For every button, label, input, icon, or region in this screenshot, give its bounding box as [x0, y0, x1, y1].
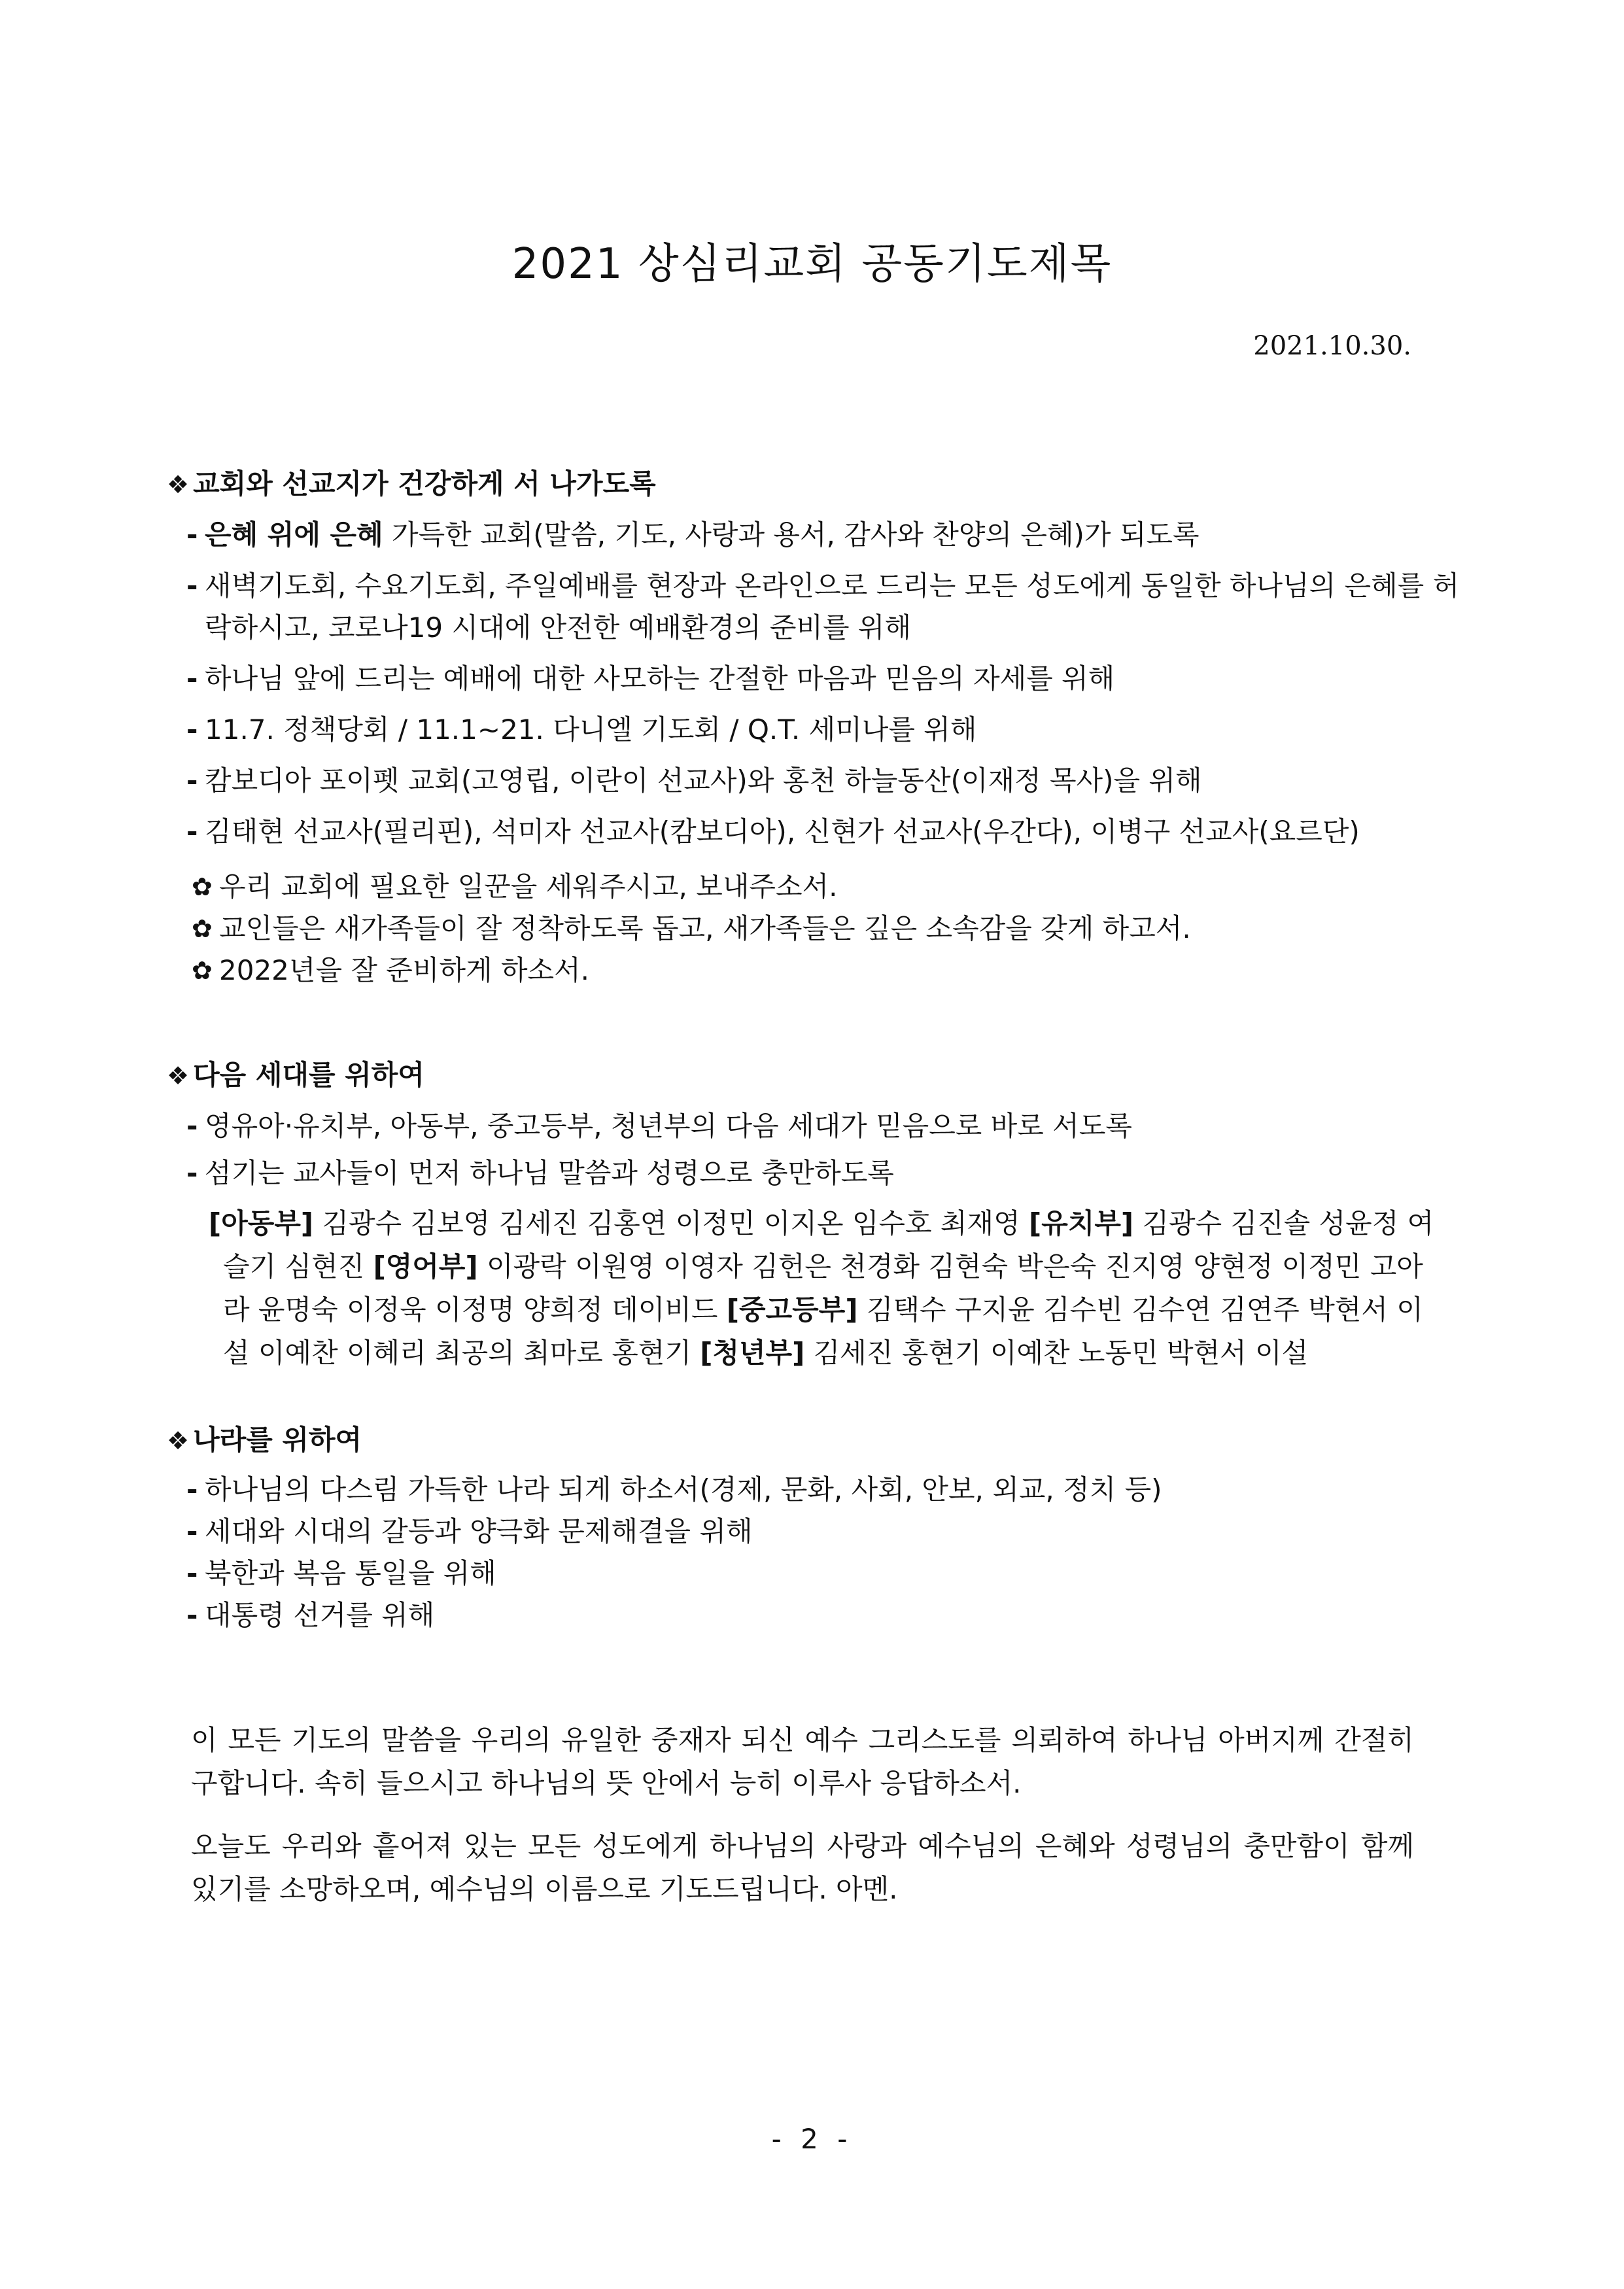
list-item: - 김태현 선교사(필리핀), 석미자 선교사(캄보디아), 신현가 선교사(우간다), 이병구 선교사(요르단)	[167, 811, 1462, 853]
flower-icon: ✿	[192, 956, 213, 985]
list-item: - 영유아·유치부, 아동부, 중고등부, 청년부의 다음 세대가 믿음으로 바로 서도록	[167, 1105, 1462, 1147]
list-item: - 11.7. 정책당회 / 11.1~21. 다니엘 기도회 / Q.T. 세미나를 위해	[167, 709, 1462, 751]
diamond-cluster-icon: ❖	[167, 1426, 190, 1455]
section-nation	[167, 1419, 1462, 1636]
dash-bullet: -	[186, 714, 198, 746]
dept-label: [중고등부]	[726, 1294, 858, 1326]
flower-icon: ✿	[192, 872, 213, 901]
dash-bullet: -	[186, 1110, 198, 1142]
document-date: 2021.10.30.	[1253, 331, 1411, 361]
section-next-generation	[167, 1054, 1462, 1375]
list-item: - 하나님 앞에 드리는 예배에 대한 사모하는 간절한 마음과 믿음의 자세를 위해	[167, 658, 1462, 700]
prayer-item: ✿ 우리 교회에 필요한 일꾼을 세워주시고, 보내주소서.	[167, 866, 1462, 908]
teacher-list: [아동부] 김광수 김보영 김세진 김홍연 이정민 이지온 임수호 최재영 [유치부] 김광수 김진솔 성윤정 여슬기 심현진 [영어부] 이광락 이원영 이영자 김헌은 천경화 김현숙 박은숙 진지영 양현정 이정민 고아라 윤명숙 이정욱 이정명 양희정 데이비드 [중고등부] 김택수 구지윤 김수빈 김수연 김연주 박현서 이설 이예찬 이혜리 최공의 최마로 홍현기 [청년부] 김세진 홍현기 이예찬 노동민 박현서 이설	[209, 1207, 1434, 1369]
dash-bullet: -	[186, 1473, 198, 1506]
diamond-cluster-icon: ❖	[167, 1061, 190, 1090]
dept-label: [아동부]	[209, 1207, 314, 1239]
list-item: - 은혜 위에 은혜 가득한 교회(말씀, 기도, 사랑과 용서, 감사와 찬양의 은혜)가 되도록	[167, 514, 1462, 556]
list-item: - 새벽기도회, 수요기도회, 주일예배를 현장과 온라인으로 드리는 모든 성도에게 동일한 하나님의 은혜를 허락하시고, 코로나19 시대에 안전한 예배환경의 준비를 위해	[167, 565, 1462, 649]
dept-label: [청년부]	[700, 1337, 805, 1369]
page-number: - 2 -	[771, 2123, 853, 2155]
emphasis-text: 은혜 위에 은혜	[205, 519, 383, 551]
prayer-item: ✿ 교인들은 새가족들이 잘 정착하도록 돕고, 새가족들은 깊은 소속감을 갖게 하고서.	[167, 908, 1462, 950]
dash-bullet: -	[186, 570, 198, 602]
dash-bullet: -	[186, 1157, 198, 1189]
list-item: - 하나님의 다스림 가득한 나라 되게 하소서(경제, 문화, 사회, 안보, 외교, 정치 등)	[167, 1469, 1462, 1511]
dept-label: [영어부]	[373, 1250, 478, 1282]
section-heading: ❖ 교회와 선교지가 건강하게 서 나가도록	[167, 463, 1462, 505]
list-item: - 캄보디아 포이펫 교회(고영립, 이란이 선교사)와 홍천 하늘동산(이재정 목사)을 위해	[167, 760, 1462, 802]
dash-bullet: -	[186, 663, 198, 695]
section-heading: ❖ 다음 세대를 위하여	[167, 1054, 1462, 1096]
section-church	[167, 463, 1462, 991]
dash-bullet: -	[186, 519, 198, 551]
dash-bullet: -	[186, 816, 198, 848]
flower-icon: ✿	[192, 914, 213, 943]
diamond-cluster-icon: ❖	[167, 470, 190, 499]
dash-bullet: -	[186, 1515, 198, 1547]
list-item: - 섬기는 교사들이 먼저 하나님 말씀과 성령으로 충만하도록	[167, 1152, 1462, 1194]
section-heading: ❖ 나라를 위하여	[167, 1419, 1462, 1461]
list-item: - 대통령 선거를 위해	[167, 1594, 1462, 1636]
document-title: 2021 상심리교회 공동기도제목	[511, 240, 1113, 288]
dash-bullet: -	[186, 1557, 198, 1589]
dash-bullet: -	[186, 1599, 198, 1631]
dash-bullet: -	[186, 765, 198, 797]
list-item: - 세대와 시대의 갈등과 양극화 문제해결을 위해	[167, 1511, 1462, 1553]
prayer-item: ✿ 2022년을 잘 준비하게 하소서.	[167, 950, 1462, 991]
list-item: - 북한과 복음 통일을 위해	[167, 1553, 1462, 1594]
closing-paragraph: 오늘도 우리와 흩어져 있는 모든 성도에게 하나님의 사랑과 예수님의 은혜와 성령님의 충만함이 함께 있기를 소망하오며, 예수님의 이름으로 기도드립니다. 아멘.	[191, 1830, 1414, 1905]
closing-paragraph: 이 모든 기도의 말씀을 우리의 유일한 중재자 되신 예수 그리스도를 의뢰하여 하나님 아버지께 간절히 구합니다. 속히 들으시고 하나님의 뜻 안에서 능히 이루사 응답하소서.	[191, 1724, 1414, 1799]
dept-label: [유치부]	[1029, 1207, 1134, 1239]
